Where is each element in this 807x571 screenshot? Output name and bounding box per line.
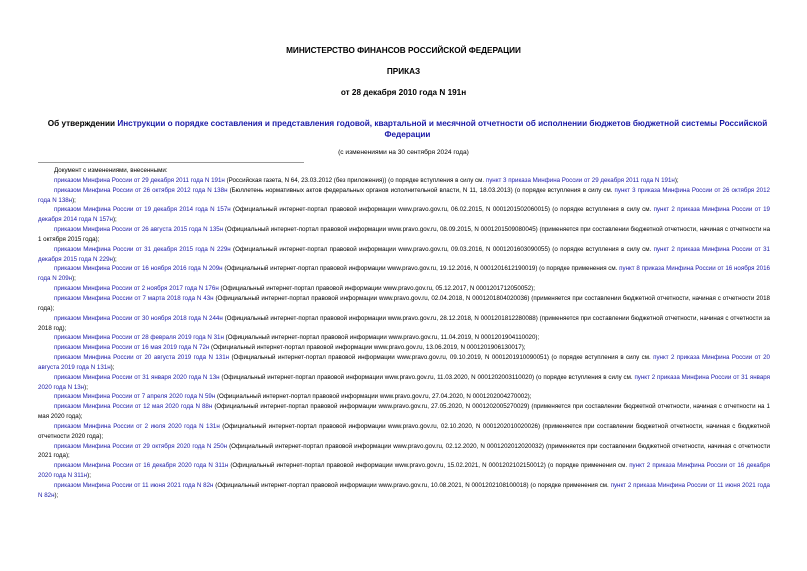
amendment-order-link[interactable]: приказом Минфина России от 30 ноября 2018 года N 244н [54, 314, 223, 322]
amendment-text: (Официальный интернет-портал правовой информации www.pravo.gov.ru, 09.03.2016, N 0001201603090055) (о порядке вступления в силу см. [230, 245, 654, 253]
amendment-entry [38, 333, 770, 343]
amendment-text: (Официальный интернет-портал правовой информации www.pravo.gov.ru, 28.12.2018, N 0001201812280088) (применяется при составлении бюджетной отчетности, начиная с отчетности за 2018 год); [38, 314, 770, 332]
amendment-order-link[interactable]: приказом Минфина России от 28 февраля 2019 года N 31н [54, 334, 224, 342]
amendment-clause-link[interactable]: пункт 3 приказа Минфина России от 26 октября 2012 года N 138н [38, 186, 770, 204]
amendment-order-link[interactable]: приказом Минфина России от 7 апреля 2020 года N 59н [54, 393, 216, 401]
amendment-entry [38, 314, 770, 334]
amendment-text: (Официальный интернет-портал правовой информации www.pravo.gov.ru, 27.04.2020, N 0001202004270002); [215, 393, 532, 401]
amendment-text: (Официальный интернет-портал правовой информации www.pravo.gov.ru, 08.09.2015, N 0001201509080045) (применяется при составлении бюджетной отчетности, начиная с отчетности на 1 октября 2015 года); [38, 226, 771, 243]
amendments-list [38, 166, 770, 501]
document-title-prefix: Об утверждении [47, 119, 118, 128]
amendment-order-link[interactable]: приказом Минфина России от 31 декабря 2015 года N 229н [54, 245, 231, 253]
amendment-entry [38, 343, 770, 353]
amendment-entry [38, 353, 770, 373]
amendment-order-link[interactable]: приказом Минфина России от 19 декабря 2014 года N 157н [54, 206, 231, 214]
amendment-order-link[interactable]: приказом Минфина России от 16 ноября 2016 года N 209н [54, 265, 223, 273]
amendment-tail: ); [674, 176, 679, 184]
amendment-clause-link[interactable]: пункт 2 приказа Минфина России от 31 декабря 2015 года N 229н [38, 245, 770, 263]
amendment-text: (Официальный интернет-портал правовой информации www.pravo.gov.ru, 02.04.2018, N 0001201804020036) (применяется при составлении бюджетной отчетности, начиная с отчетности 2018 года); [38, 294, 770, 312]
separator-line [38, 162, 304, 163]
document-type-heading: ПРИКАЗ [386, 67, 421, 76]
amendment-order-link[interactable]: приказом Минфина России от 12 мая 2020 года N 88н [54, 403, 213, 411]
amendment-entry [38, 186, 770, 206]
amendment-text: (Российская газета, N 64, 23.03.2012 (без приложения)) (о порядке вступления в силу см. [224, 176, 486, 184]
amendment-text: (Официальный интернет-портал правовой информации www.pravo.gov.ru, 19.12.2016, N 0001201612190019) (о порядке применения см. [222, 265, 620, 273]
ministry-heading: МИНИСТЕРСТВО ФИНАНСОВ РОССИЙСКОЙ ФЕДЕРАЦИИ [286, 46, 521, 55]
amendment-tail: ); [110, 363, 115, 371]
amended-note: (с изменениями на 30 сентября 2024 года) [338, 149, 469, 156]
amendment-clause-link[interactable]: пункт 3 приказа Минфина России от 29 декабря 2011 года N 191н [485, 176, 675, 184]
amendment-entry [38, 264, 770, 284]
amendment-tail: ); [112, 255, 117, 263]
amendment-text: (Бюллетень нормативных актов федеральных органов исполнительной власти, N 11, 18.03.2013) (о порядке вступления в силу см. [227, 186, 615, 194]
amendment-entry [38, 442, 770, 462]
amendment-clause-link[interactable]: пункт 2 приказа Минфина России от 16 декабря 2020 года N 311н [38, 462, 771, 480]
document-date-number: от 28 декабря 2010 года N 191н [340, 88, 467, 97]
amendment-text: (Официальный интернет-портал правовой информации www.pravo.gov.ru, 27.05.2020, N 0001202005270029) (применяется при составлении бюджетной отчетности, начиная с отчетности на 1 мая 2020 года); [38, 403, 770, 421]
amendment-clause-link[interactable]: пункт 2 приказа Минфина России от 19 декабря 2014 года N 157н [38, 206, 770, 224]
amendment-text: (Официальный интернет-портал правовой информации www.pravo.gov.ru, 10.08.2021, N 0001202108100018) (о порядке применения см. [213, 482, 611, 489]
amendment-entry [38, 422, 770, 442]
amendment-entry [38, 205, 770, 225]
amendment-order-link[interactable]: приказом Минфина России от 2 ноября 2017 года N 176н [54, 285, 219, 293]
amendment-entry [38, 392, 770, 402]
amendment-order-link[interactable]: приказом Минфина России от 31 января 2020 года N 13н [54, 373, 220, 381]
amendment-entry [38, 294, 770, 314]
amendment-order-link[interactable]: приказом Минфина России от 16 мая 2019 года N 72н [54, 344, 210, 352]
amendment-tail: ); [112, 216, 117, 224]
amendment-entry [38, 284, 770, 294]
amendment-tail: ); [54, 491, 59, 499]
amendment-tail: ); [87, 472, 91, 480]
amendment-entry [38, 373, 770, 393]
amendment-entry [38, 461, 770, 481]
amendment-clause-link[interactable]: пункт 2 приказа Минфина России от 31 января 2020 года N 13н [38, 373, 771, 391]
amendment-entry [38, 225, 770, 245]
amendment-entry [38, 402, 770, 422]
amendment-text: (Официальный интернет-портал правовой информации www.pravo.gov.ru, 02.10.2020, N 0001202010020026) (применяется при составлении бюджетной отчетности, начиная с бюджетной отчетности 2020 года); [38, 422, 770, 440]
amendment-text: (Официальный интернет-портал правовой информации www.pravo.gov.ru, 11.04.2019, N 0001201904110020); [223, 334, 540, 342]
amendment-text: (Официальный интернет-портал правовой информации www.pravo.gov.ru, 05.12.2017, N 0001201712050052); [218, 285, 535, 293]
amendment-text: (Официальный интернет-портал правовой информации www.pravo.gov.ru, 02.12.2020, N 0001202012020032) (применяется при составлении бюджетной отчетности, начиная с отчетности 2021 года); [38, 442, 770, 460]
amendment-clause-link[interactable]: пункт 2 приказа Минфина России от 11 июня 2021 года N 82н [38, 482, 771, 499]
amendment-order-link[interactable]: приказом Минфина России от 29 декабря 2011 года N 191н [54, 176, 225, 184]
amendment-text: (Официальный интернет-портал правовой информации www.pravo.gov.ru, 13.06.2019, N 0001201906130017); [209, 344, 526, 352]
amendment-order-link[interactable]: приказом Минфина России от 2 июля 2020 года N 131н [54, 422, 220, 430]
amendment-order-link[interactable]: приказом Минфина России от 26 августа 2015 года N 135н [54, 226, 224, 234]
amendment-clause-link[interactable]: пункт 2 приказа Минфина России от 20 августа 2019 года N 131н [38, 354, 770, 371]
amendment-clause-link[interactable]: пункт 8 приказа Минфина России от 16 ноября 2016 года N 209н [38, 265, 771, 283]
amendment-entries [38, 176, 770, 501]
amendment-text: (Официальный интернет-портал правовой информации www.pravo.gov.ru, 11.03.2020, N 0001202003110020) (о порядке вступления в силу см. [219, 373, 635, 381]
amendment-tail: ); [72, 196, 76, 204]
instruction-link[interactable]: Инструкции о порядке составления и представления годовой, квартальной и месячной отчетности об исполнении бюджетов бюджетной системы Российской Федерации [117, 119, 768, 139]
amendment-order-link[interactable]: приказом Минфина России от 20 августа 2019 года N 131н [54, 354, 230, 362]
amendment-order-link[interactable]: приказом Минфина России от 29 октября 2020 года N 250н [54, 442, 228, 450]
amendment-entry [38, 481, 770, 501]
amendment-entry [38, 245, 770, 265]
amendment-text: (Официальный интернет-портал правовой информации www.pravo.gov.ru, 09.10.2019, N 0001201910090051) (о порядке вступления в силу см. [229, 354, 654, 362]
amendment-order-link[interactable]: приказом Минфина России от 16 декабря 2020 года N 311н [54, 462, 229, 470]
amendment-tail: ); [84, 383, 88, 391]
amendment-order-link[interactable]: приказом Минфина России от 7 марта 2018 года N 43н [54, 294, 214, 302]
amendments-intro: Документ с изменениями, внесенными: [54, 167, 168, 174]
amendment-order-link[interactable]: приказом Минфина России от 26 октября 2012 года N 138н [54, 186, 228, 194]
amendment-tail: ); [72, 275, 76, 283]
amendment-entry [38, 176, 770, 186]
amendment-order-link[interactable]: приказом Минфина России от 11 июня 2021 года N 82н [54, 482, 214, 489]
amendment-text: (Официальный интернет-портал правовой информации www.pravo.gov.ru, 15.02.2021, N 0001202102150012) (о порядке применения см. [228, 462, 630, 470]
amendment-text: (Официальный интернет-портал правовой информации www.pravo.gov.ru, 06.02.2015, N 0001201502060015) (о порядке вступления в силу см. [230, 206, 654, 214]
document-title [40, 118, 775, 140]
